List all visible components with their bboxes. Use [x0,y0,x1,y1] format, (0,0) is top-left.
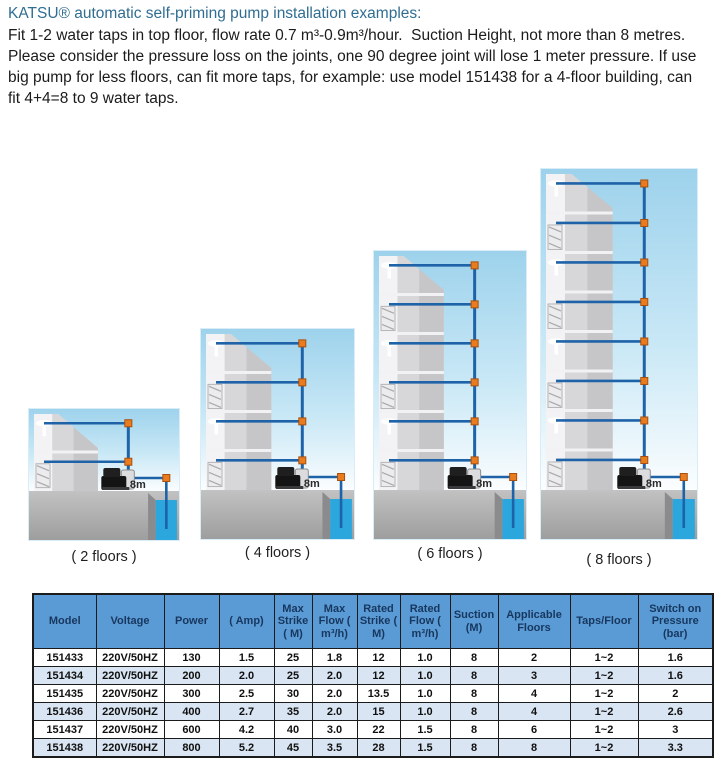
table-cell: 1.0 [400,703,450,721]
table-cell: 200 [164,667,219,685]
column-header: Taps/Floor [570,594,638,649]
table-cell: 3.3 [638,739,713,758]
column-header: Suction (M) [450,594,498,649]
column-header: Max Strike ( M) [274,594,312,649]
table-cell: 800 [164,739,219,758]
table-cell: 1.5 [400,721,450,739]
table-cell: 2.0 [312,685,357,703]
caption-4-floors: ( 4 floors ) [244,545,311,561]
table-cell: 1~2 [570,667,638,685]
table-cell: 28 [357,739,400,758]
table-cell: 4.2 [219,721,274,739]
table-cell: 2 [638,685,713,703]
column-header: Rated Strike ( M) [357,594,400,649]
table-cell: 1.0 [400,667,450,685]
table-header-row [33,594,713,649]
spec-table [32,593,714,758]
installation-diagram-8-floors [540,168,698,540]
installation-diagram-4-floors [200,328,355,540]
table-cell: 2.0 [219,667,274,685]
table-cell: 1~2 [570,685,638,703]
table-cell: 1~2 [570,721,638,739]
page-title: KATSU® automatic self-priming pump installation examples: [8,5,422,22]
table-cell: 6 [498,721,570,739]
table-cell: 8 [450,649,498,667]
table-cell: 151433 [33,649,96,667]
caption-6-floors: ( 6 floors ) [417,546,483,562]
table-cell: 300 [164,685,219,703]
table-cell: 151434 [33,667,96,685]
table-row [33,685,713,703]
table-cell: 25 [274,649,312,667]
suction-height-label: 8m [476,478,493,490]
column-header: Model [33,594,96,649]
table-cell: 151438 [33,739,96,758]
installation-diagram-6-floors [373,250,527,540]
table-cell: 2.6 [638,703,713,721]
table-cell: 151435 [33,685,96,703]
table-cell: 30 [274,685,312,703]
table-cell: 2.5 [219,685,274,703]
table-cell: 1.8 [312,649,357,667]
table-cell: 3.5 [312,739,357,758]
table-cell: 40 [274,721,312,739]
table-cell: 22 [357,721,400,739]
table-cell: 8 [450,685,498,703]
table-cell: 2.0 [312,667,357,685]
table-cell: 130 [164,649,219,667]
table-body [33,649,713,758]
table-cell: 5.2 [219,739,274,758]
suction-height-label: 8m [129,479,146,491]
suction-height-label: 8m [303,478,320,490]
table-cell: 1~2 [570,649,638,667]
column-header: Power [164,594,219,649]
table-cell: 3.0 [312,721,357,739]
table-cell: 2.0 [312,703,357,721]
table-cell: 8 [450,739,498,758]
table-row [33,721,713,739]
table-cell: 12 [357,667,400,685]
table-cell: 1.0 [400,649,450,667]
column-header: Rated Flow ( m³/h) [400,594,450,649]
table-cell: 13.5 [357,685,400,703]
caption-2-floors: ( 2 floors ) [71,549,137,565]
table-cell: 220V/50HZ [96,649,164,667]
table-cell: 1~2 [570,703,638,721]
table-row [33,739,713,758]
table-cell: 400 [164,703,219,721]
table-cell: 1~2 [570,739,638,758]
suction-height-label: 8m [645,478,662,490]
table-cell: 600 [164,721,219,739]
table-cell: 8 [450,703,498,721]
installation-diagram-2-floors [28,408,180,541]
table-cell: 35 [274,703,312,721]
table-cell: 151436 [33,703,96,721]
column-header: Voltage [96,594,164,649]
table-cell: 220V/50HZ [96,739,164,758]
table-row [33,649,713,667]
table-row [33,703,713,721]
table-cell: 2.7 [219,703,274,721]
table-cell: 25 [274,667,312,685]
table-cell: 45 [274,739,312,758]
table-cell: 8 [498,739,570,758]
table-cell: 151437 [33,721,96,739]
table-cell: 220V/50HZ [96,721,164,739]
table-cell: 4 [498,685,570,703]
header-block [8,3,708,109]
table-cell: 1.6 [638,649,713,667]
table-cell: 220V/50HZ [96,667,164,685]
table-cell: 8 [450,721,498,739]
table-cell: 15 [357,703,400,721]
description-text: Fit 1-2 water taps in top floor, flow rate 0.7 m³-0.9m³/hour. Suction Height, not more than 8 metres. Please consider the pressure loss on the joints, one 90 degree joint will lose 1 meter pressure. If use big pump for less floors, can fit more taps, for example: use model 151438 for a 4-floor building, can fit 4+4=8 to 9 water taps. [8,27,697,107]
table-cell: 3 [638,721,713,739]
table-cell: 4 [498,703,570,721]
table-cell: 3 [498,667,570,685]
column-header: ( Amp) [219,594,274,649]
table-cell: 8 [450,667,498,685]
table-cell: 1.0 [400,685,450,703]
table-cell: 1.5 [400,739,450,758]
table-row [33,667,713,685]
caption-8-floors: ( 8 floors ) [586,552,652,568]
column-header: Applicable Floors [498,594,570,649]
column-header: Switch on Pressure (bar) [638,594,713,649]
table-cell: 2 [498,649,570,667]
column-header: Max Flow ( m³/h) [312,594,357,649]
table-cell: 1.5 [219,649,274,667]
table-cell: 220V/50HZ [96,703,164,721]
table-cell: 12 [357,649,400,667]
table-cell: 220V/50HZ [96,685,164,703]
table-cell: 1.6 [638,667,713,685]
